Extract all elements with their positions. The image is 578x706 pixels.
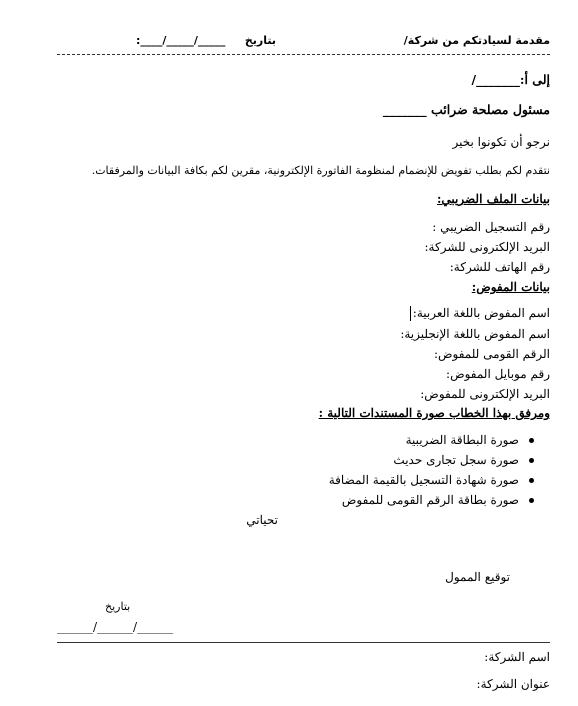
tax-registration-field xyxy=(390,220,550,234)
bullet-icon xyxy=(529,458,534,463)
attachment-item xyxy=(342,493,534,507)
delegate-english-name-field: اسم المفوض باللغة الإنجليزية: xyxy=(400,327,550,341)
footer-divider xyxy=(57,642,550,643)
signature-label: توقيع الممول xyxy=(445,570,510,584)
attachment-item-label: صورة البطاقة الضريبية xyxy=(405,433,519,447)
bullet-icon xyxy=(529,438,534,443)
header-date-value: :____/_____/_____ xyxy=(136,34,226,47)
attachment-item-label: صورة بطاقة الرقم القومى للمفوض xyxy=(341,493,519,507)
regards: تحياتي xyxy=(246,513,278,527)
tax-registration-label: رقم التسجيل الضريبي : xyxy=(432,220,550,234)
company-phone-field: رقم الهاتف للشركة: xyxy=(449,260,550,274)
company-address-field: عنوان الشركة: xyxy=(476,677,550,691)
intro-line: مقدمة لسيادتكم من شركة/ xyxy=(403,34,550,47)
attachment-item-label: صورة سجل تجارى حديث xyxy=(393,453,519,467)
attachment-item xyxy=(329,473,534,487)
delegate-national-id-field: الرقم القومى للمفوض: xyxy=(433,347,550,361)
delegate-heading: بيانات المفوض: xyxy=(471,280,550,294)
request-text: نتقدم لكم بطلب تفويض للإنضمام لمنظومة الفاتورة الإلكترونية، مقرين لكم بكافة البيانات والمرفقات. xyxy=(91,164,550,177)
header-divider xyxy=(57,54,550,55)
text-cursor xyxy=(410,306,411,321)
closing-date-label: بتاريخ xyxy=(105,600,131,613)
attachment-item xyxy=(406,433,534,447)
closing-date-blank: ______/______/______ xyxy=(57,620,174,634)
delegate-email-field: البريد الإلكترونى للمفوض: xyxy=(420,387,550,401)
attachments-heading: ومرفق بهذا الخطاب صورة المستندات التالية : xyxy=(318,406,550,420)
attachment-item xyxy=(393,453,534,467)
official-line: مسئول مصلحة ضرائب _______ xyxy=(382,102,550,117)
bullet-icon xyxy=(529,498,534,503)
header-date-label: بتاريخ xyxy=(244,34,276,47)
bullet-icon xyxy=(529,478,534,483)
attachment-item-label: صورة شهادة التسجيل بالقيمة المضافة xyxy=(328,473,519,487)
delegate-mobile-field: رقم موبايل المفوض: xyxy=(446,367,550,381)
company-name-field: اسم الشركة: xyxy=(484,650,550,664)
delegate-arabic-name-label: اسم المفوض باللغة العربية: xyxy=(412,306,550,320)
tax-file-heading: بيانات الملف الضريبي: xyxy=(437,192,550,206)
company-email-field: البريد الإلكترونى للشركة: xyxy=(424,240,550,254)
to-line: إلى أ:_______/ xyxy=(471,72,550,87)
delegate-arabic-name-field[interactable] xyxy=(410,306,550,321)
greeting: نرجو أن تكونوا بخير xyxy=(452,135,550,149)
